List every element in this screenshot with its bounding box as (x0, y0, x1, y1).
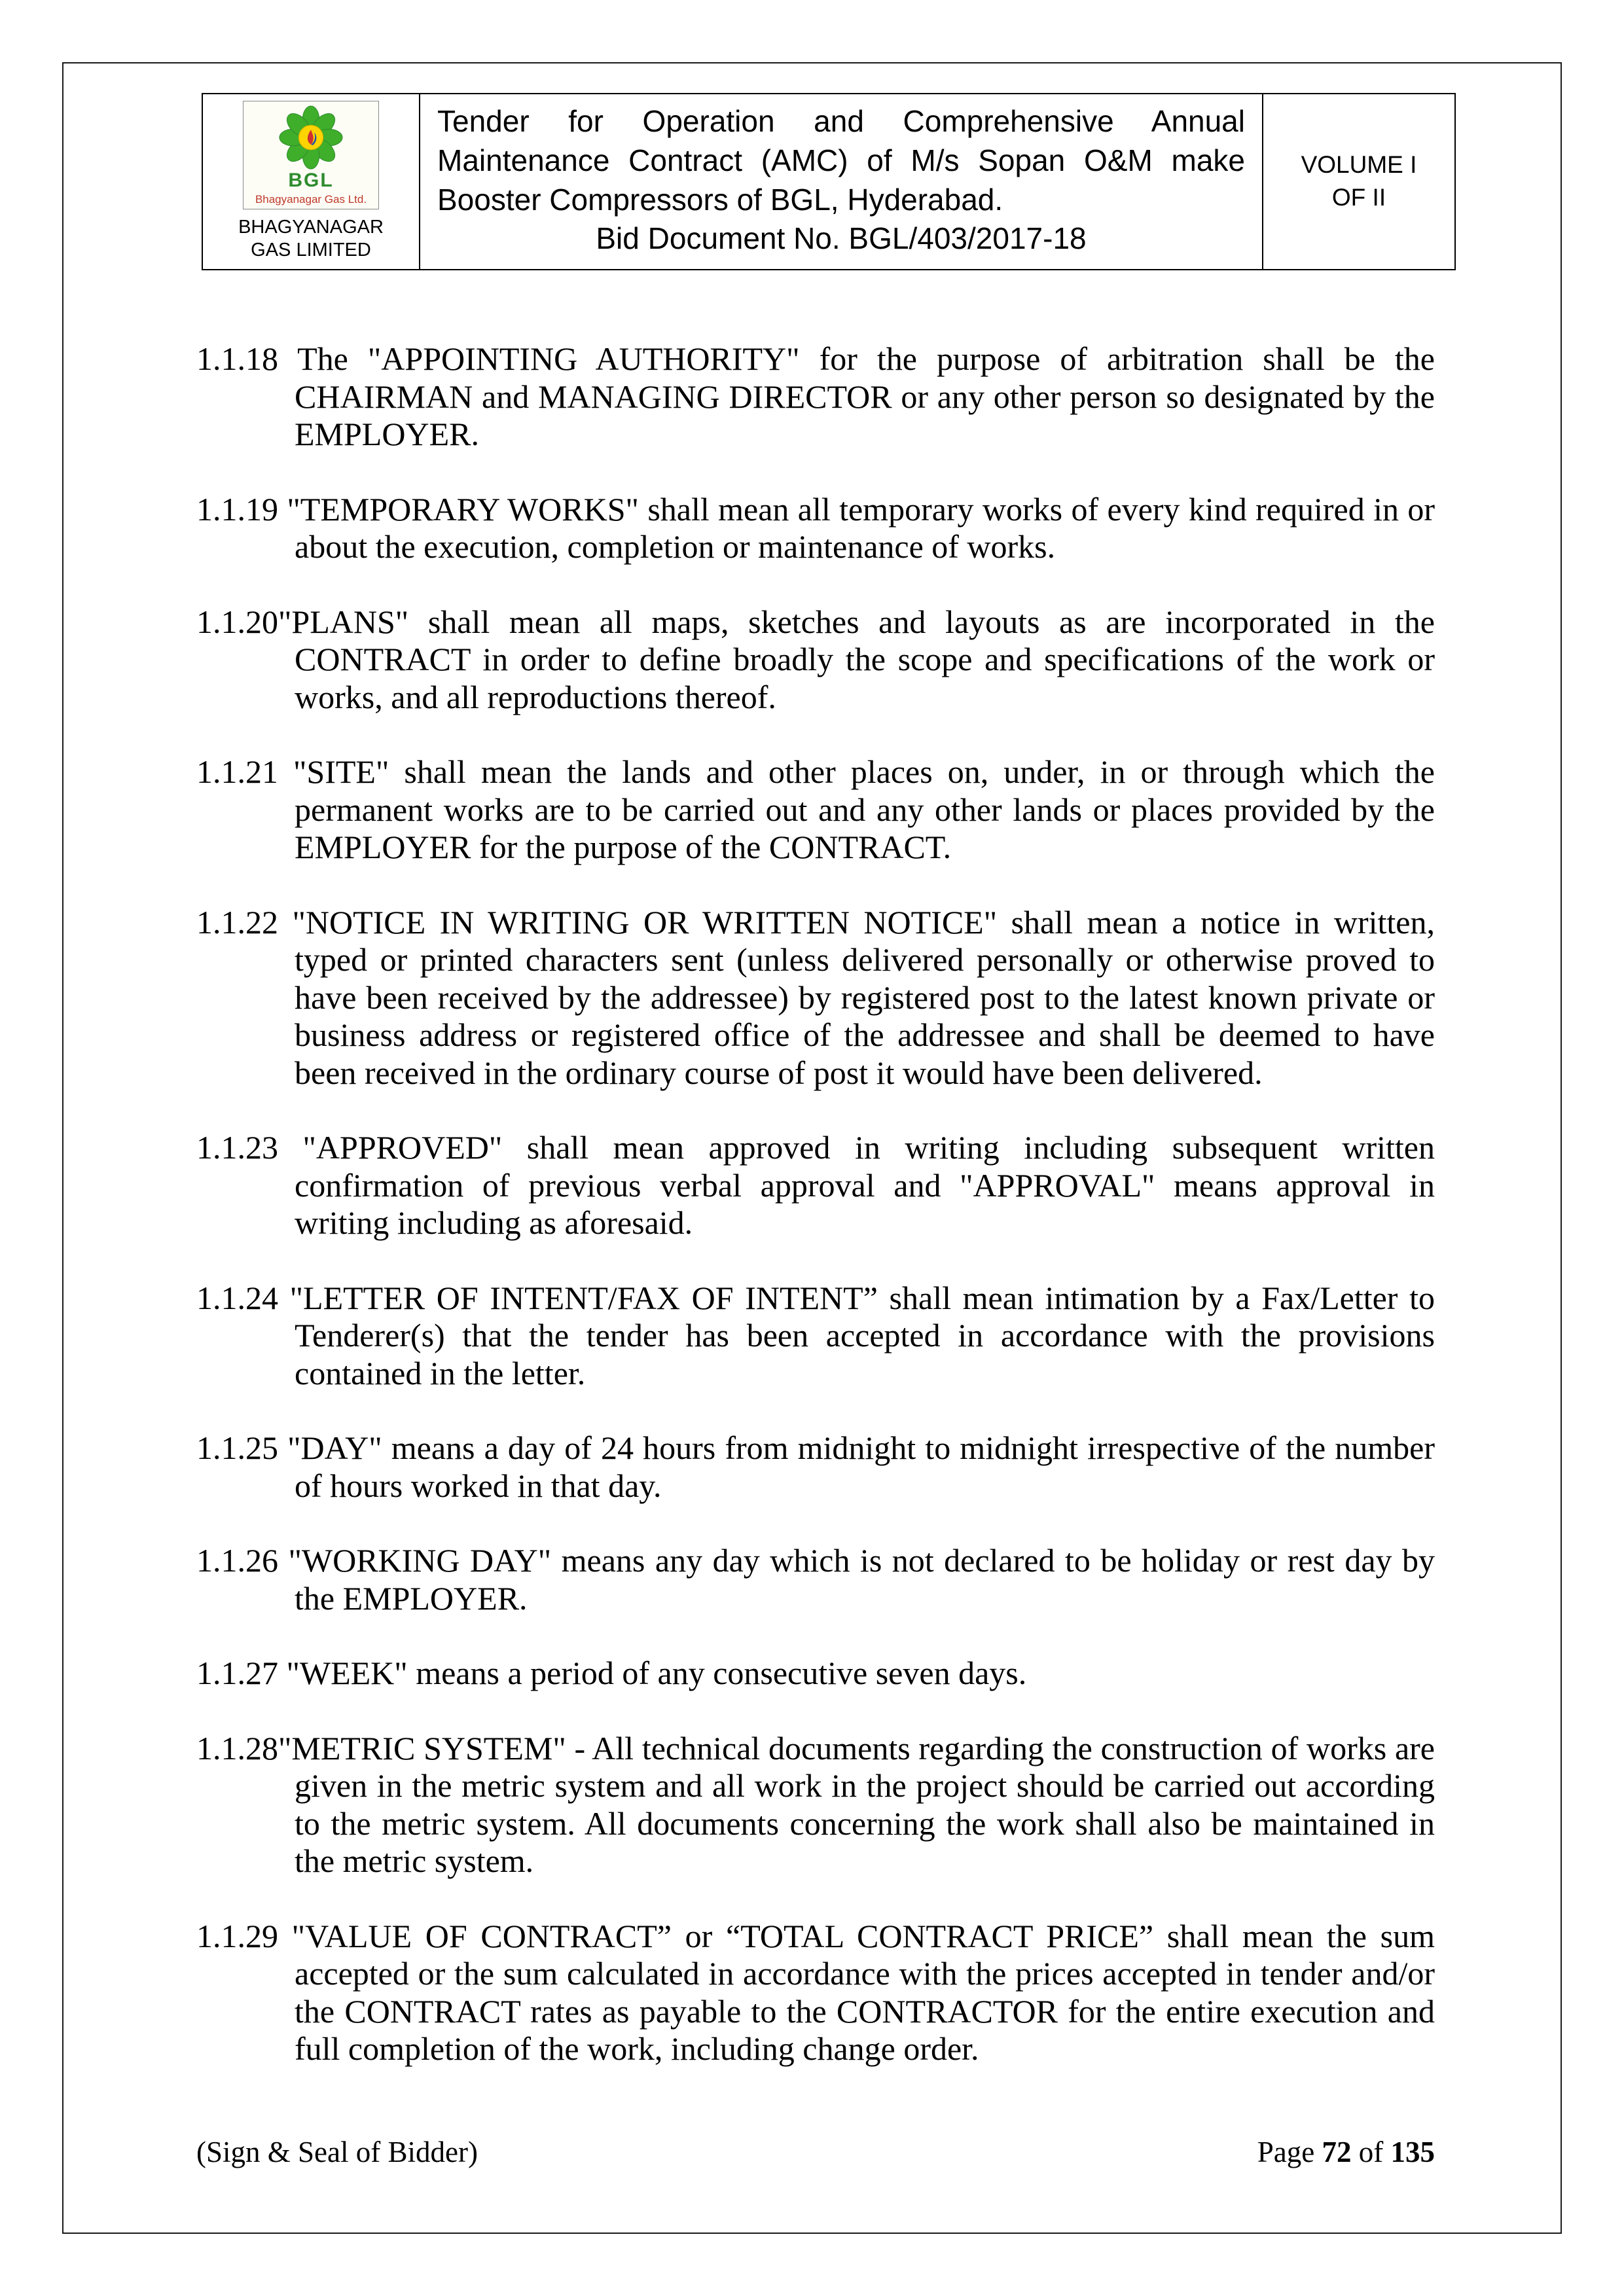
volume-line1: VOLUME I (1301, 151, 1417, 179)
header-logo-cell (203, 94, 420, 269)
header-table (202, 93, 1456, 270)
clause-text: "LETTER OF INTENT/FAX OF INTENT” shall mean intimation by a Fax/Letter to Tenderer(s) that the tender has been accepted in accordance with the provisions contained in the letter. (278, 1279, 1435, 1391)
clauses-list (196, 340, 1435, 2106)
clause-number: 1.1.19 (196, 490, 278, 528)
logo-acronym: BGL (288, 170, 334, 191)
page-footer (196, 2135, 1435, 2169)
clause-text: "VALUE OF CONTRACT” or “TOTAL CONTRACT PRICE” shall mean the sum accepted or the sum calculated in accordance with the prices accepted in tender and/or the CONTRACT rates as payable to the CONTRACTOR for the entire execution and full completion of the work, including change order. (278, 1917, 1435, 2067)
clause-paragraph (196, 1129, 1435, 1242)
clause-text: "TEMPORARY WORKS" shall mean all temporary works of every kind required in or about the execution, completion or maintenance of works. (278, 490, 1435, 565)
clause-paragraph (196, 491, 1435, 566)
bid-document-number: Bid Document No. BGL/403/2017-18 (596, 221, 1087, 256)
clause-paragraph (196, 1542, 1435, 1617)
clause-paragraph (196, 1918, 1435, 2068)
logo-caption: Bhagyanagar Gas Ltd. (255, 193, 367, 206)
sign-seal-note: (Sign & Seal of Bidder) (196, 2136, 478, 2168)
clause-paragraph (196, 603, 1435, 717)
clause-text: "METRIC SYSTEM" - All technical documents regarding the construction of works are given in the metric system and all work in the project should be carried out according to the metric system. All documents concerning the work shall also be maintained in the metric system. (278, 1729, 1435, 1879)
clause-paragraph (196, 340, 1435, 454)
clause-number: 1.1.24 (196, 1279, 278, 1316)
clause-text: The "APPOINTING AUTHORITY" for the purpose of arbitration shall be the CHAIRMAN and MANAGING DIRECTOR or any other person so designated by the EMPLOYER. (278, 340, 1435, 452)
clause-text: "DAY" means a day of 24 hours from midnight to midnight irrespective of the number of hours worked in that day. (278, 1429, 1435, 1504)
clause-paragraph (196, 753, 1435, 867)
volume-line2: OF II (1331, 184, 1386, 211)
header-volume-cell (1263, 94, 1454, 269)
clause-number: 1.1.21 (196, 753, 278, 790)
page-num: 72 (1322, 2136, 1352, 2168)
clause-text: "WORKING DAY" means any day which is not declared to be holiday or rest day by the EMPLOYER. (278, 1542, 1435, 1617)
clause-text: "WEEK" means a period of any consecutive seven days. (278, 1655, 1027, 1691)
page-label: Page (1257, 2136, 1315, 2168)
header-title-cell (420, 94, 1263, 269)
page-number (1257, 2135, 1435, 2169)
clause-text: "SITE" shall mean the lands and other places on, under, in or through which the permanent works are to be carried out and any other lands or places provided by the EMPLOYER for the purpose of the CONTRACT. (278, 753, 1435, 865)
clause-number: 1.1.22 (196, 903, 278, 941)
clause-text: "PLANS" shall mean all maps, sketches and layouts as are incorporated in the CONTRACT in order to define broadly the scope and specifications of the work or works, and all reproductions thereof. (278, 603, 1435, 715)
clause-paragraph (196, 1655, 1435, 1693)
org-name: BHAGYANAGAR GAS LIMITED (238, 217, 384, 261)
tender-title: Tender for Operation and Comprehensive Annual Maintenance Contract (AMC) of M/s Sopan O&M make Booster Compressors of BGL, Hyderabad. (437, 104, 1245, 217)
page-total: 135 (1390, 2136, 1435, 2168)
clause-number: 1.1.25 (196, 1429, 278, 1466)
clause-text: "NOTICE IN WRITING OR WRITTEN NOTICE" shall mean a notice in written, typed or printed characters sent (unless delivered personally or otherwise proved to have been received by the addressee) by registered post to the latest known private or business address or registered office of the addressee and shall be deemed to have been received in the ordinary course of post it would have been delivered. (278, 903, 1435, 1091)
clause-paragraph (196, 1429, 1435, 1505)
logo-box (243, 101, 379, 209)
of-label: of (1358, 2136, 1384, 2168)
clause-number: 1.1.27 (196, 1655, 278, 1691)
clause-text: "APPROVED" shall mean approved in writing including subsequent written confirmation of previous verbal approval and "APPROVAL" means approval in writing including as aforesaid. (278, 1129, 1435, 1241)
clause-number: 1.1.20 (196, 603, 278, 640)
clause-number: 1.1.29 (196, 1917, 278, 1954)
clause-number: 1.1.18 (196, 340, 278, 377)
clause-number: 1.1.23 (196, 1129, 278, 1166)
bgl-flower-icon (272, 105, 350, 173)
clause-paragraph (196, 904, 1435, 1092)
clause-number: 1.1.28 (196, 1729, 278, 1767)
clause-number: 1.1.26 (196, 1542, 278, 1579)
clause-paragraph (196, 1280, 1435, 1393)
clause-paragraph (196, 1730, 1435, 1880)
